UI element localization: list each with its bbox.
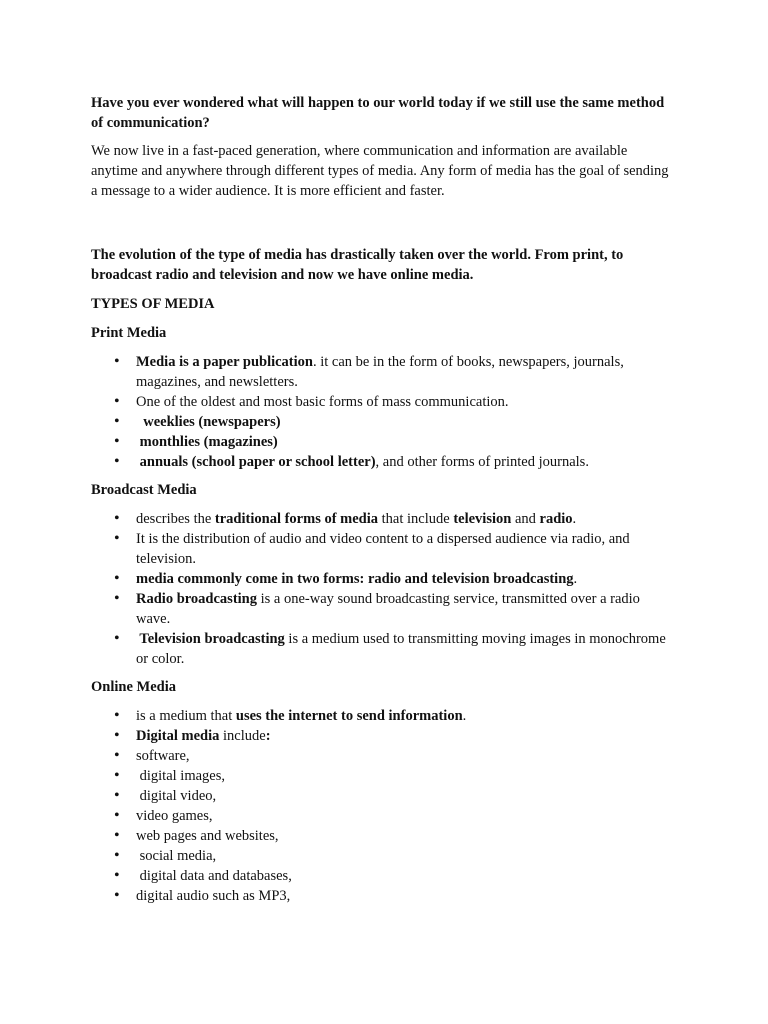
list-item: [91, 569, 671, 589]
list-item: [91, 786, 671, 806]
broadcast-media-list: [91, 509, 671, 669]
list-item: [91, 866, 671, 886]
text: include: [219, 728, 266, 744]
text: web pages and websites,: [136, 828, 279, 844]
list-item: [91, 846, 671, 866]
bold-text: annuals (school paper or school letter): [136, 454, 376, 470]
text: social media,: [136, 848, 217, 864]
list-item: [91, 746, 671, 766]
list-item: [91, 629, 671, 669]
online-media-heading: Online Media: [91, 679, 176, 695]
bold-text: :: [265, 728, 271, 744]
text: One of the oldest and most basic forms of mass communication.: [136, 394, 509, 410]
list-item: [91, 806, 671, 826]
text: . it can be in the form of books, newspapers, journals, magazines, and newsletters.: [136, 354, 624, 390]
list-item: [91, 432, 671, 452]
text: , and other forms of printed journals.: [375, 454, 589, 470]
bold-text: weeklies (newspapers): [136, 414, 281, 430]
document-page: [91, 93, 671, 914]
list-item: [91, 452, 671, 472]
bold-text: monthlies (magazines): [136, 434, 278, 450]
list-item: [91, 412, 671, 432]
text: is a medium used to transmitting moving images in monochrome or color.: [136, 631, 666, 667]
list-item: [91, 509, 671, 529]
text: is a one-way sound broadcasting service, transmitted over a radio wave.: [136, 591, 640, 627]
bold-text: traditional forms of media: [214, 511, 379, 527]
text: video games,: [136, 808, 213, 824]
list-item: [91, 766, 671, 786]
text: digital video,: [136, 788, 217, 804]
list-item: [91, 589, 671, 629]
evolution-paragraph: The evolution of the type of media has drastically taken over the world. From print, to broadcast radio and television and now we have online media.: [91, 247, 624, 283]
list-item: [91, 352, 671, 392]
text: describes the: [136, 511, 215, 527]
bold-text: Digital media: [136, 728, 220, 744]
text: .: [573, 571, 578, 587]
bold-text: uses the internet to send information: [235, 708, 463, 724]
text: It is the distribution of audio and video content to a dispersed audience via radio, and television.: [136, 531, 630, 567]
broadcast-media-heading: Broadcast Media: [91, 482, 197, 498]
list-item: [91, 886, 671, 906]
online-media-list: [91, 706, 671, 906]
print-media-heading: Print Media: [91, 325, 167, 341]
list-item: [91, 529, 671, 569]
bold-text: Media is a paper publication: [136, 354, 313, 370]
bold-text: Radio broadcasting: [136, 591, 257, 607]
types-heading: TYPES OF MEDIA: [91, 296, 215, 312]
bold-text: media commonly come in two forms: radio and television broadcasting: [136, 571, 574, 587]
list-item: [91, 726, 671, 746]
opening-question: Have you ever wondered what will happen to our world today if we still use the same method of communication?: [91, 95, 665, 131]
intro-paragraph: We now live in a fast-paced generation, where communication and information are available anytime and anywhere through different types of media. Any form of media has the goal of sending a message to a wider audience. It is more efficient and faster.: [91, 143, 669, 199]
text: that include: [378, 511, 454, 527]
text: .: [462, 708, 467, 724]
print-media-list: [91, 352, 671, 472]
list-item: [91, 826, 671, 846]
text: software,: [136, 748, 190, 764]
text: .: [572, 511, 577, 527]
text: digital images,: [136, 768, 225, 784]
bold-text: television: [453, 511, 512, 527]
list-item: [91, 706, 671, 726]
list-item: [91, 392, 671, 412]
bold-text: radio: [539, 511, 573, 527]
text: digital audio such as MP3,: [136, 888, 291, 904]
text: digital data and databases,: [136, 868, 292, 884]
bold-text: Television broadcasting: [136, 631, 285, 647]
text: and: [511, 511, 540, 527]
text: is a medium that: [136, 708, 236, 724]
